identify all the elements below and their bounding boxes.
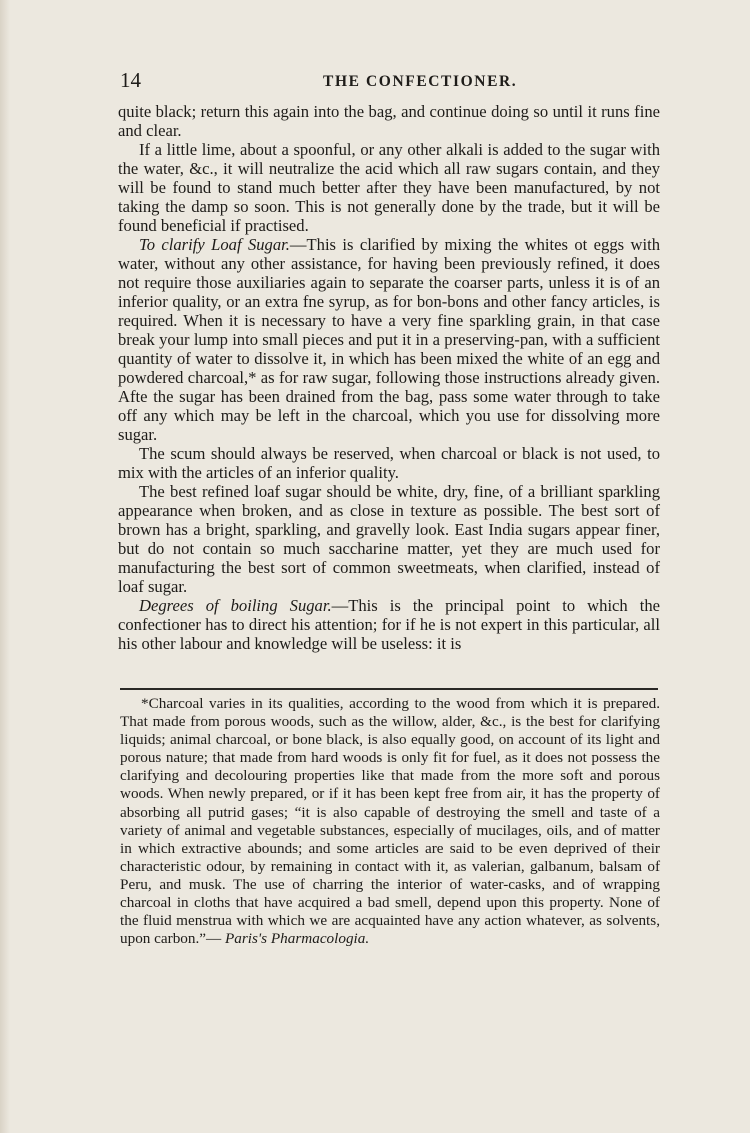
paragraph-scum (118, 444, 660, 482)
footnote-paragraph (120, 695, 660, 948)
run-in-heading: Degrees of boiling Sugar. (139, 596, 332, 615)
main-text (118, 102, 660, 653)
paragraph-text: quite black; return this again into the bag, and continue doing so until it runs fine and clear. (118, 102, 660, 140)
paragraph-lime (118, 140, 660, 235)
paragraph-text: If a little lime, about a spoonful, or any other alkali is added to the sugar with the water, &c., it will neutralize the acid which all raw sugars contain, and they will be found to stand much better after they have been manufactured, by not taking the damp so soon. This is not generally done by the trade, but it will be found beneficial if practised. (118, 140, 660, 235)
page-edge (0, 0, 10, 1133)
page-number: 14 (120, 68, 141, 92)
running-title: THE CONFECTIONER. (323, 73, 518, 90)
run-in-heading: To clarify Loaf Sugar. (139, 235, 290, 254)
page-header (120, 68, 660, 92)
paragraph-text: The scum should always be reserved, when charcoal or black is not used, to mix with the articles of an inferior quality. (118, 444, 660, 482)
paragraph-text: —This is clarified by mixing the whites ot eggs with water, without any other assistance, for having been previously refined, it does not require those auxiliaries again to separate the coarser parts, unless it is of an inferior quality, or an extra fne syrup, as for bon-bons and other fancy articles, is required. When it is necessary to have a very fine sparkling grain, in that case break your lump into small pieces and put it in a preserving-pan, with a sufficient quantity of water to dissolve it, in which has been mixed the white of an egg and powdered charcoal,* as for raw sugar, following those instructions already given. Afte the sugar has been drained from the bag, pass some water through to take off any which may be left in the charcoal, which you use for dissolving more sugar. (118, 235, 661, 444)
footnote (120, 695, 660, 948)
paragraph-best-refined (118, 482, 660, 596)
paragraph-text: The best refined loaf sugar should be white, dry, fine, of a brilliant sparkling appearance when broken, and as close in texture as possible. The best sort of brown has a bright, sparkling, and gravelly look. East India sugars appear finer, but do not contain so much saccharine matter, yet they are much used for manufacturing the best sort of common sweetmeats, when clarified, instead of loaf sugar. (118, 482, 660, 596)
paragraph-clarify-loaf-sugar (118, 235, 660, 444)
footnote-divider (120, 688, 658, 690)
paragraph-continuation (118, 102, 660, 140)
paragraph-text: —This is the principal point to which the confectioner has to direct his attention; for if he is not expert in this particular, all his other labour and knowledge will be useless: it is (118, 596, 661, 653)
footnote-text: *Charcoal varies in its qualities, according to the wood from which it is prepared. That made from porous woods, such as the willow, alder, &c., is the best for clarifying liquids; animal charcoal, or bone black, is also equally good, on account of its light and porous nature; that made from hard woods is only fit for fuel, as it does not possess the clarifying and decolouring properties like that made from the more soft and porous woods. When newly prepared, or if it has been kept free from air, it has the property of absorbing all putrid gases; “it is also capable of destroying the smell and taste of a variety of animal and vegetable substances, especially of mucilages, oils, and of matter in which extractive abounds; and some articles are said to be even deprived of their characteristic odour, by remaining in contact with it, as valerian, galbanum, balsam of Peru, and musk. The use of charring the interior of water-casks, and of wrapping charcoal in cloths that have acquired a bad smell, depend upon this property. None of the fluid menstrua with which we are acquainted have any action whatever, as solvents, upon carbon.”— (120, 695, 660, 948)
paragraph-degrees-boiling (118, 596, 660, 653)
footnote-source: Paris's Pharmacologia. (225, 930, 370, 948)
